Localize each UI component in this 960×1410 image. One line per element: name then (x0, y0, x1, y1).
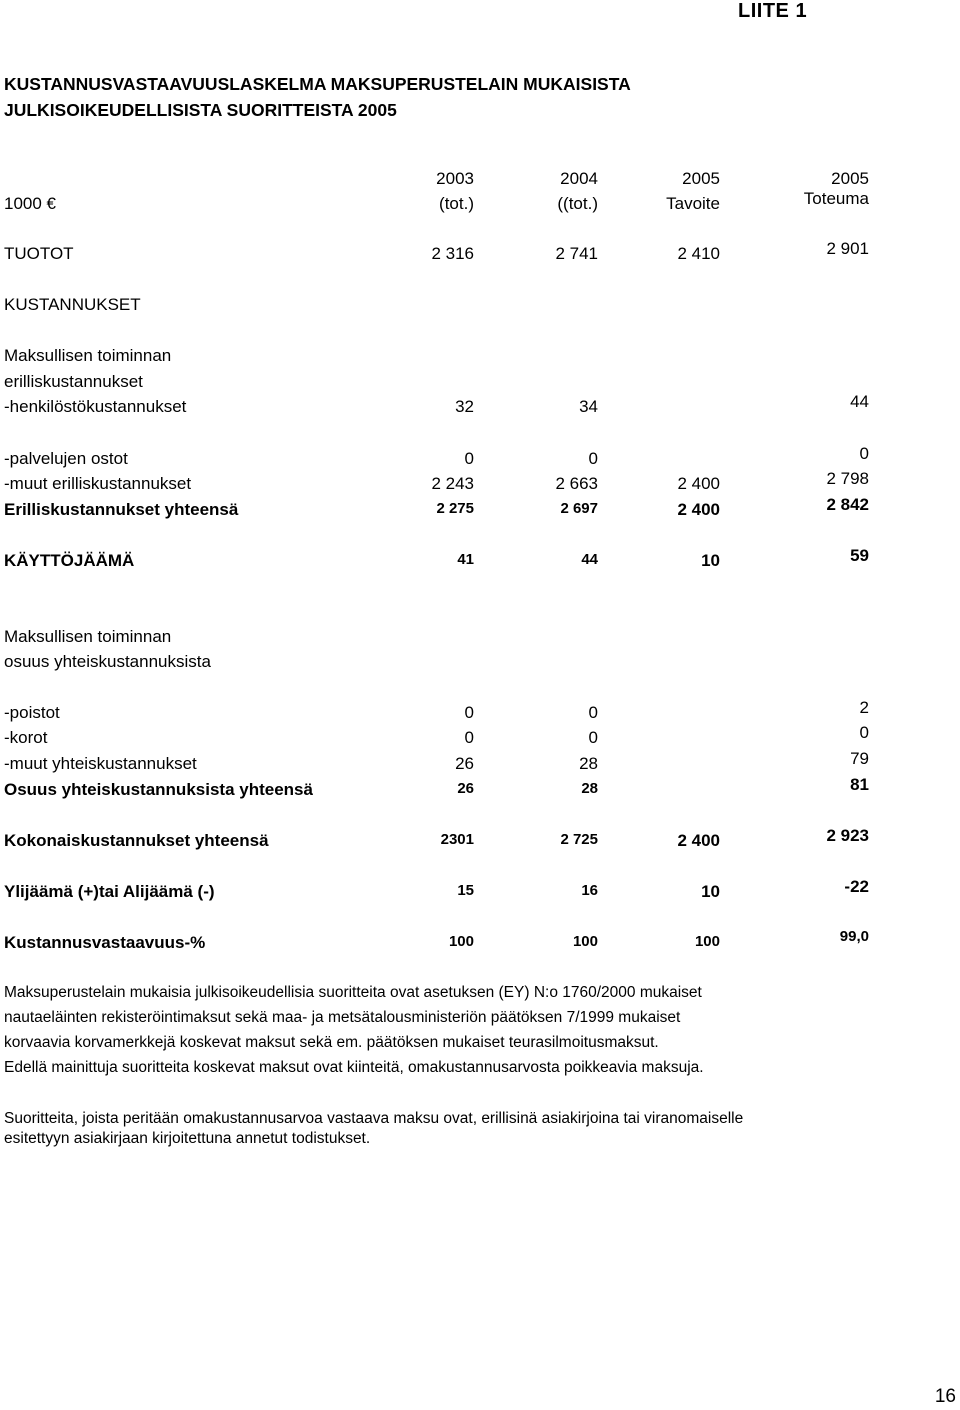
value-2004: 100 (572, 933, 598, 950)
row-label: -henkilöstökustannukset (4, 397, 187, 416)
note-line-6: esitettyyn asiakirjaan kirjoitettuna annetut todistukset. (4, 1130, 371, 1147)
row-kustannukset (0, 295, 960, 319)
value-2005-tavoite: 2 400 (677, 500, 720, 519)
value-2005-tavoite: 2 400 (677, 831, 720, 850)
value-2005-tavoite: 10 (701, 551, 720, 570)
value-2004: 34 (579, 397, 598, 416)
value-2003: 15 (457, 882, 474, 899)
row-label: -muut erilliskustannukset (4, 474, 192, 493)
value-2004: 2 725 (560, 831, 598, 848)
value-2005-toteuma: 2 901 (826, 239, 869, 258)
row-osuus-yhteensa (0, 775, 960, 804)
row-erilliskustannukset-yhteensa (0, 495, 960, 524)
row-erill-heading-1 (0, 346, 960, 370)
value-2005-tavoite: 2 400 (677, 474, 720, 493)
row-ylijaama-alijaama (0, 877, 960, 906)
note-line-3: korvaavia korvamerkkejä koskevat maksut sekä em. päätöksen mukaiset teurasilmoitusmaksut. (4, 1034, 659, 1051)
value-2005-toteuma: 0 (859, 723, 869, 742)
value-2004: 2 663 (555, 474, 598, 493)
value-2004: 16 (581, 882, 598, 899)
row-label: TUOTOT (4, 244, 74, 263)
value-2005-toteuma: 2 798 (826, 469, 869, 488)
header-sub-row (0, 189, 960, 218)
row-erill-heading-2 (0, 372, 960, 396)
row-label: -poistot (4, 703, 60, 722)
note-line-4: Edellä mainittuja suoritteita koskevat maksut ovat kiinteitä, omakustannusarvosta poikkeavia maksuja. (4, 1059, 704, 1076)
value-2003: 0 (464, 703, 474, 722)
value-2005-toteuma: -22 (844, 877, 869, 896)
value-2003: 0 (464, 728, 474, 747)
col1-sub: (tot.) (439, 194, 474, 213)
row-palvelujen-ostot (0, 444, 960, 473)
value-2003: 41 (457, 551, 474, 568)
col2-year: 2004 (560, 169, 598, 188)
value-2005-tavoite: 100 (694, 933, 720, 950)
value-2004: 2 741 (555, 244, 598, 263)
row-korot (0, 723, 960, 752)
value-2003: 2 275 (436, 500, 474, 517)
col3-year: 2005 (682, 169, 720, 188)
value-2003: 2301 (440, 831, 474, 848)
row-osuus-heading-1 (0, 627, 960, 651)
value-2003: 32 (455, 397, 474, 416)
appendix-label: LIITE 1 (738, 0, 808, 22)
row-label: Erilliskustannukset yhteensä (4, 500, 239, 519)
document-title-line-1: KUSTANNUSVASTAAVUUSLASKELMA MAKSUPERUSTELAIN MUKAISISTA (4, 74, 631, 94)
value-2004: 28 (581, 780, 598, 797)
unit-label: 1000 € (4, 194, 56, 213)
subsection-heading: erilliskustannukset (4, 372, 143, 391)
row-kayttojaama (0, 546, 960, 575)
value-2005-tavoite: 2 410 (677, 244, 720, 263)
value-2005-toteuma: 81 (850, 775, 869, 794)
value-2004: 0 (588, 449, 598, 468)
value-2004: 44 (581, 551, 598, 568)
value-2003: 2 243 (431, 474, 474, 493)
row-henkilostokustannukset (0, 392, 960, 421)
row-label: Kustannusvastaavuus-% (4, 933, 206, 952)
document-title-line-2: JULKISOIKEUDELLISISTA SUORITTEISTA 2005 (4, 100, 397, 120)
value-2004: 0 (588, 703, 598, 722)
value-2005-toteuma: 2 842 (826, 495, 869, 514)
row-tuotot (0, 239, 960, 268)
note-line-5: Suoritteita, joista peritään omakustannusarvoa vastaava maksu ovat, erillisinä asiakirjoina tai viranomaiselle (4, 1110, 744, 1127)
page-number: 16 (934, 1386, 956, 1407)
row-kustannusvastaavuus (0, 928, 960, 957)
note-line-2: nautaeläinten rekisteröintimaksut sekä maa- ja metsätalousministeriön päätöksen 7/1999 mukaiset (4, 1009, 681, 1026)
row-label: Osuus yhteiskustannuksista yhteensä (4, 780, 313, 799)
row-label: Ylijäämä (+)tai Alijäämä (-) (4, 882, 215, 901)
row-muut-yhteiskustannukset (0, 749, 960, 778)
row-muut-erilliskustannukset (0, 469, 960, 498)
col4-year: 2005 (831, 169, 869, 188)
subsection-heading: Maksullisen toiminnan (4, 346, 172, 365)
subsection-heading: osuus yhteiskustannuksista (4, 652, 211, 671)
col4-sub: Toteuma (803, 189, 869, 208)
value-2003: 100 (448, 933, 474, 950)
row-kokonaiskustannukset (0, 826, 960, 855)
value-2005-toteuma: 44 (850, 392, 869, 411)
row-label: Kokonaiskustannukset yhteensä (4, 831, 269, 850)
value-2003: 26 (455, 754, 474, 773)
value-2003: 26 (457, 780, 474, 797)
value-2005-toteuma: 0 (859, 444, 869, 463)
col2-sub: ((tot.) (557, 194, 598, 213)
row-label: KÄYTTÖJÄÄMÄ (4, 551, 135, 570)
subsection-heading: Maksullisen toiminnan (4, 627, 172, 646)
value-2005-toteuma: 59 (850, 546, 869, 565)
value-2003: 0 (464, 449, 474, 468)
value-2005-tavoite: 10 (701, 882, 720, 901)
value-2004: 0 (588, 728, 598, 747)
value-2003: 2 316 (431, 244, 474, 263)
value-2005-toteuma: 2 (859, 698, 869, 717)
col1-year: 2003 (436, 169, 474, 188)
row-label: -korot (4, 728, 48, 747)
value-2005-toteuma: 99,0 (839, 928, 869, 945)
value-2004: 2 697 (560, 500, 598, 517)
section-heading: KUSTANNUKSET (4, 295, 141, 314)
row-label: -muut yhteiskustannukset (4, 754, 197, 773)
note-line-1: Maksuperustelain mukaisia julkisoikeudellisia suoritteita ovat asetuksen (EY) N:o 1760/2000 mukaiset (4, 984, 702, 1001)
row-poistot (0, 698, 960, 727)
row-label: -palvelujen ostot (4, 449, 128, 468)
value-2004: 28 (579, 754, 598, 773)
value-2005-toteuma: 2 923 (826, 826, 869, 845)
value-2005-toteuma: 79 (850, 749, 869, 768)
col3-sub: Tavoite (666, 194, 720, 213)
row-osuus-heading-2 (0, 652, 960, 676)
